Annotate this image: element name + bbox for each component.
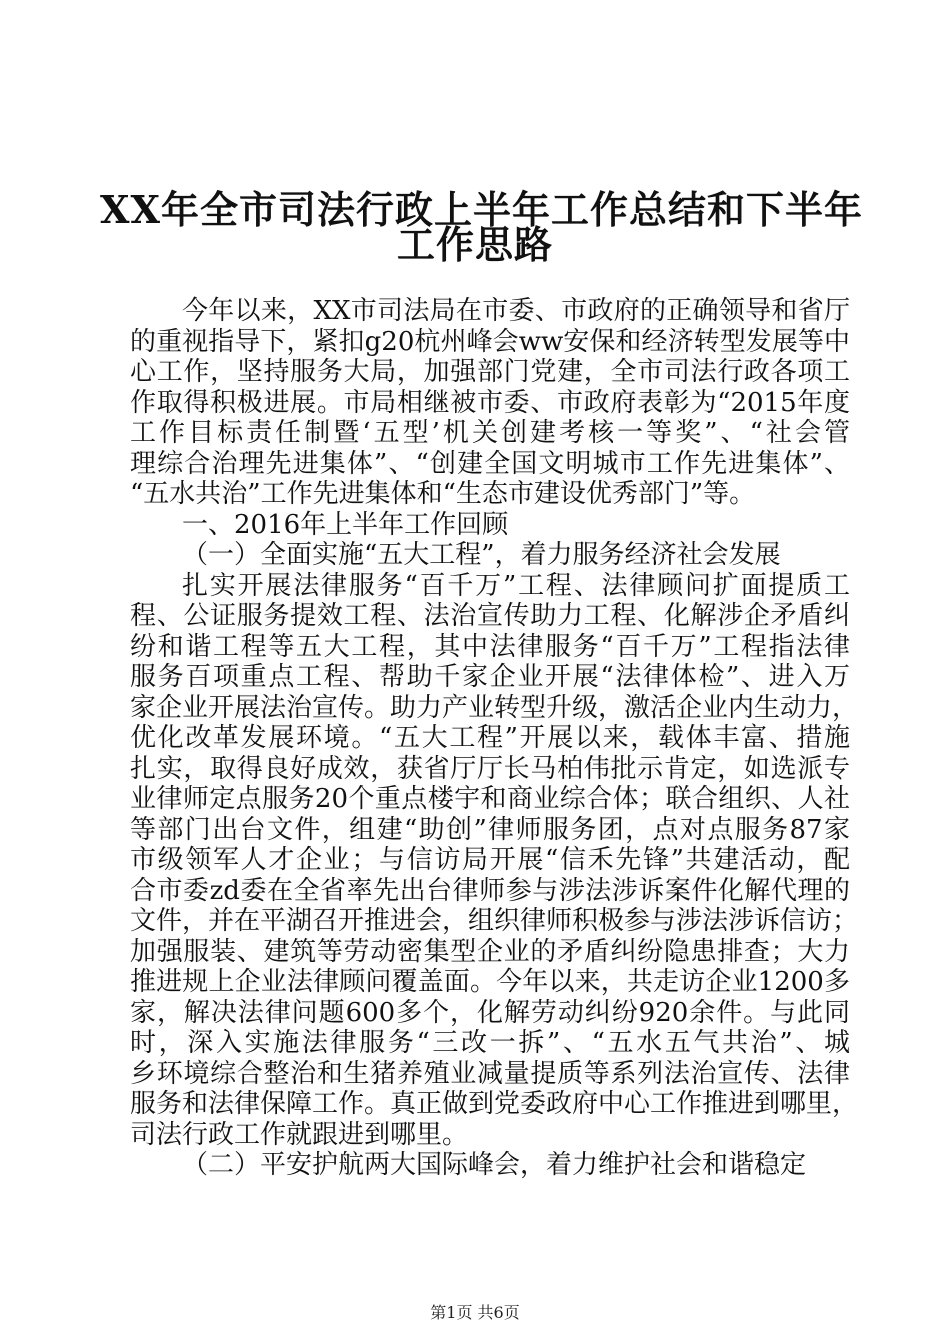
paragraph-line: 作取得积极进展。市局相继被市委、市政府表彰为“2015年度	[130, 387, 850, 418]
paragraph-line: 服务和法律保障工作。真正做到党委政府中心工作推进到哪里，	[130, 1089, 859, 1119]
paragraph-line: 今年以来，XX市司法局在市委、市政府的正确领导和省厅	[182, 296, 850, 326]
paragraph-line: 优化改革发展环境。“五大工程”开展以来，载体丰富、措施	[130, 723, 850, 753]
document-body	[130, 296, 859, 1181]
paragraph-line: 理综合治理先进集体”、“创建全国文明城市工作先进集体”、	[130, 448, 850, 479]
paragraph-line: 合市委zd委在全省率先出台律师参与涉法涉诉案件化解代理的	[130, 875, 850, 906]
paragraph-line: 家企业开展法治宣传。助力产业转型升级，激活企业内生动力，	[130, 692, 859, 723]
paragraph-line: 加强服装、建筑等劳动密集型企业的矛盾纠纷隐患排查；大力	[130, 936, 850, 967]
subsection-heading: （一）全面实施“五大工程”，着力服务经济社会发展	[182, 540, 781, 570]
section-heading: 一、2016年上半年工作回顾	[182, 509, 509, 540]
paragraph-line: 扎实，取得良好成效，获省厅厅长马柏伟批示肯定，如选派专	[130, 753, 850, 784]
paragraph-line: 程、公证服务提效工程、法治宣传助力工程、化解涉企矛盾纠	[130, 601, 850, 631]
paragraph-line: 的重视指导下，紧扣g20杭州峰会ww安保和经济转型发展等中	[130, 326, 850, 357]
page-footer: 第1页 共6页	[430, 1303, 520, 1322]
paragraph-line: 服务百项重点工程、帮助千家企业开展“法律体检”、进入万	[130, 662, 850, 692]
paragraph-line: 等部门出台文件，组建“助创”律师服务团，点对点服务87家	[130, 814, 850, 845]
paragraph-line: 扎实开展法律服务“百千万”工程、法律顾问扩面提质工	[182, 570, 850, 601]
document-title-line-1: XX年全市司法行政上半年工作总结和下半年	[100, 187, 863, 232]
paragraph-line: 业律师定点服务20个重点楼宇和商业综合体；联合组织、人社	[130, 784, 850, 814]
paragraph-line: “五水共治”工作先进集体和“生态市建设优秀部门”等。	[130, 479, 756, 509]
paragraph-line: 家，解决法律问题600多个，化解劳动纠纷920余件。与此同	[130, 997, 850, 1028]
paragraph-line: 市级领军人才企业；与信访局开展“信禾先锋”共建活动，配	[130, 845, 850, 875]
paragraph-line: 推进规上企业法律顾问覆盖面。今年以来，共走访企业1200多	[130, 967, 850, 997]
paragraph-line: 工作目标责任制暨‘五型’机关创建考核一等奖”、“社会管	[130, 418, 850, 448]
paragraph-line: 乡环境综合整治和生猪养殖业减量提质等系列法治宣传、法律	[130, 1058, 850, 1089]
paragraph-line: 纷和谐工程等五大工程，其中法律服务“百千万”工程指法律	[130, 631, 850, 662]
paragraph-line: 文件，并在平湖召开推进会，组织律师积极参与涉法涉诉信访；	[130, 906, 859, 936]
paragraph-line: 司法行政工作就跟进到哪里。	[130, 1119, 469, 1150]
document-title-line-2: 工作思路	[396, 222, 553, 267]
paragraph-line: 心工作，坚持服务大局，加强部门党建，全市司法行政各项工	[130, 357, 850, 387]
subsection-heading: （二）平安护航两大国际峰会，着力维护社会和谐稳定	[182, 1150, 807, 1180]
paragraph-line: 时，深入实施法律服务“三改一拆”、“五水五气共治”、城	[130, 1028, 850, 1058]
